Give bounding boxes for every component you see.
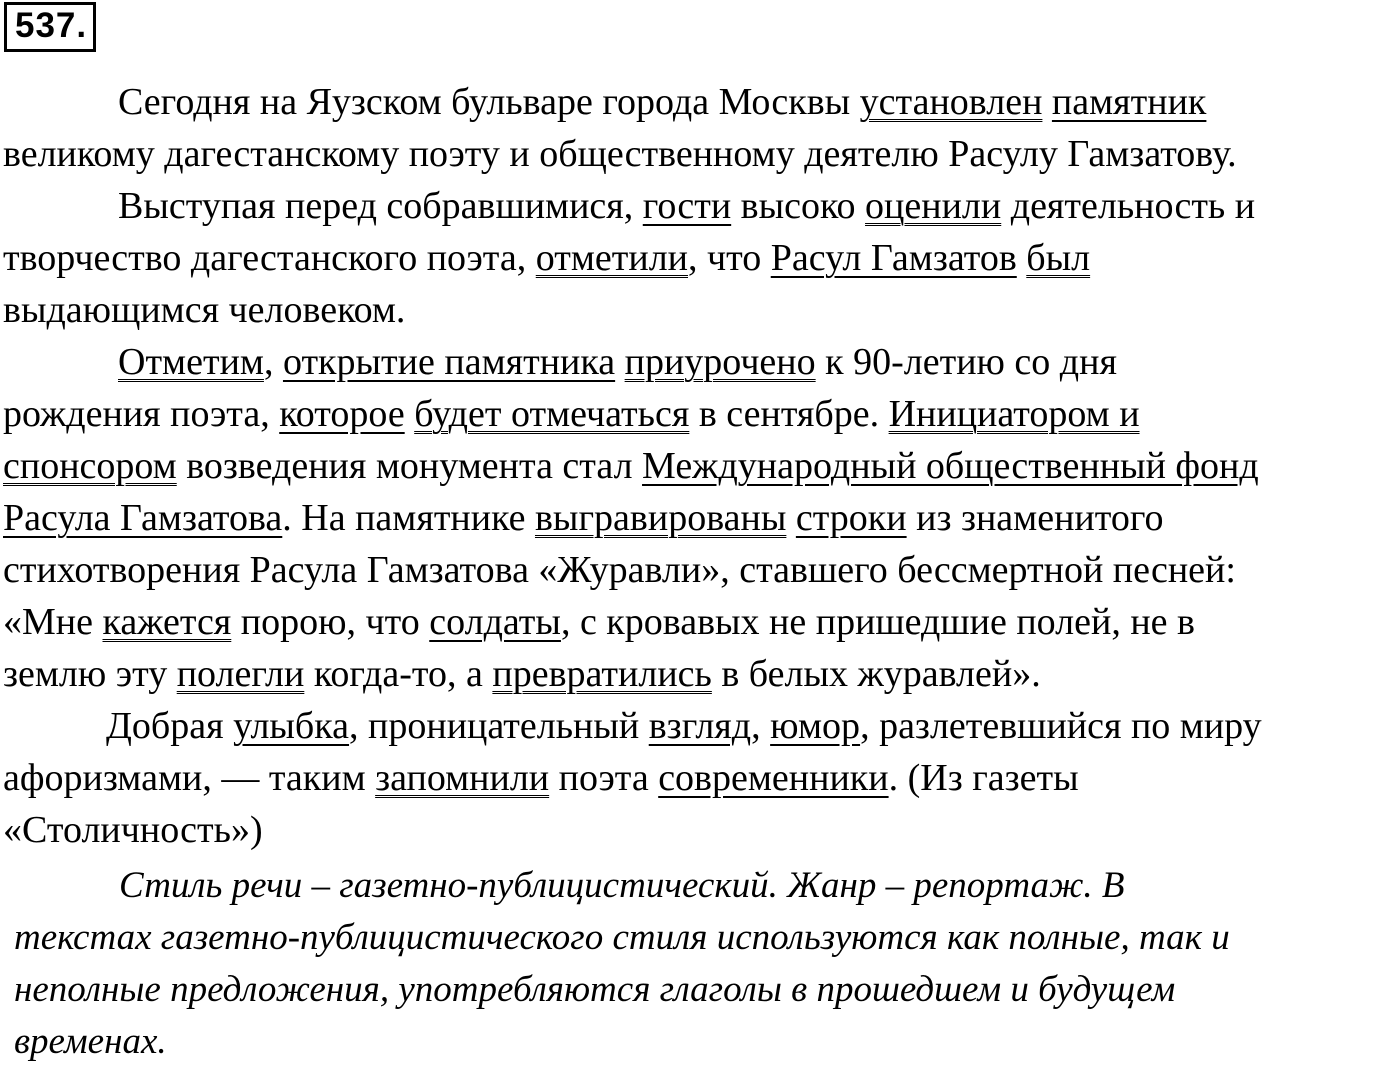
text-line: рождения поэта, которое будет отмечаться в сентябре. Инициатором и xyxy=(3,393,1140,435)
predicate: установлен xyxy=(859,81,1043,123)
subject: Международный общественный фонд xyxy=(642,445,1259,487)
text-line: афоризмами, — таким запомнили поэта современники. (Из газеты xyxy=(3,757,1079,799)
text-line: Добрая улыбка, проницательный взгляд, юмор, разлетевшийся по миру xyxy=(106,705,1262,747)
predicate: Отметим xyxy=(118,341,264,383)
predicate: отметили xyxy=(535,237,689,279)
subject: которое xyxy=(279,393,405,435)
predicate: полегли xyxy=(176,653,305,695)
predicate: запомнили xyxy=(375,757,550,799)
subject: Расула Гамзатова xyxy=(3,497,283,539)
subject: взгляд xyxy=(648,705,752,747)
note-line: неполные предложения, употребляются глаголы в прошедшем и будущем xyxy=(14,969,1176,1010)
note-line: Стиль речи – газетно-публицистический. Жанр – репортаж. В xyxy=(119,865,1125,906)
note-line: временах. xyxy=(14,1021,167,1062)
text-line: великому дагестанскому поэту и общественному деятелю Расулу Гамзатову. xyxy=(3,133,1237,175)
predicate: будет отмечаться xyxy=(414,393,690,435)
exercise-text xyxy=(3,76,1399,856)
text-line: Расула Гамзатова. На памятнике выгравированы строки из знаменитого xyxy=(3,497,1164,539)
text-line: выдающимся человеком. xyxy=(3,289,406,331)
text-line: спонсором возведения монумента стал Международный общественный фонд xyxy=(3,445,1259,487)
predicate: Инициатором и xyxy=(888,393,1140,435)
text-line: Сегодня на Яузском бульваре города Москвы установлен памятник xyxy=(118,81,1207,123)
text-line: Отметим, открытие памятника приурочено к 90-летию со дня xyxy=(118,341,1117,383)
subject: Расул Гамзатов xyxy=(770,237,1017,279)
subject: солдаты xyxy=(429,601,561,643)
subject: юмор xyxy=(770,705,861,747)
predicate: приурочено xyxy=(624,341,816,383)
subject: открытие памятника xyxy=(282,341,616,383)
style-note xyxy=(14,860,1400,1068)
text-line: стихотворения Расула Гамзатова «Журавли», ставшего бессмертной песней: xyxy=(3,549,1236,591)
subject: современники xyxy=(658,757,889,799)
predicate: превратились xyxy=(492,653,712,695)
subject: строки xyxy=(795,497,907,539)
note-line: текстах газетно-публицистического стиля используются как полные, так и xyxy=(14,917,1230,958)
predicate: кажется xyxy=(102,601,232,643)
predicate: выгравированы xyxy=(534,497,787,539)
exercise-number: 537. xyxy=(4,2,96,52)
predicate: оценили xyxy=(865,185,1002,227)
subject: улыбка xyxy=(233,705,350,747)
predicate: был xyxy=(1026,237,1091,279)
text-line: «Мне кажется порою, что солдаты, с кровавых не пришедшие полей, не в xyxy=(3,601,1195,643)
text-line: творчество дагестанского поэта, отметили, что Расул Гамзатов был xyxy=(3,237,1091,279)
predicate: спонсором xyxy=(3,445,177,487)
text-line: Выступая перед собравшимися, гости высоко оценили деятельность и xyxy=(118,185,1256,227)
subject: гости xyxy=(642,185,732,227)
text-line: «Столичность») xyxy=(3,809,263,851)
subject: памятник xyxy=(1051,81,1207,123)
text-line: землю эту полегли когда-то, а превратились в белых журавлей». xyxy=(3,653,1041,695)
